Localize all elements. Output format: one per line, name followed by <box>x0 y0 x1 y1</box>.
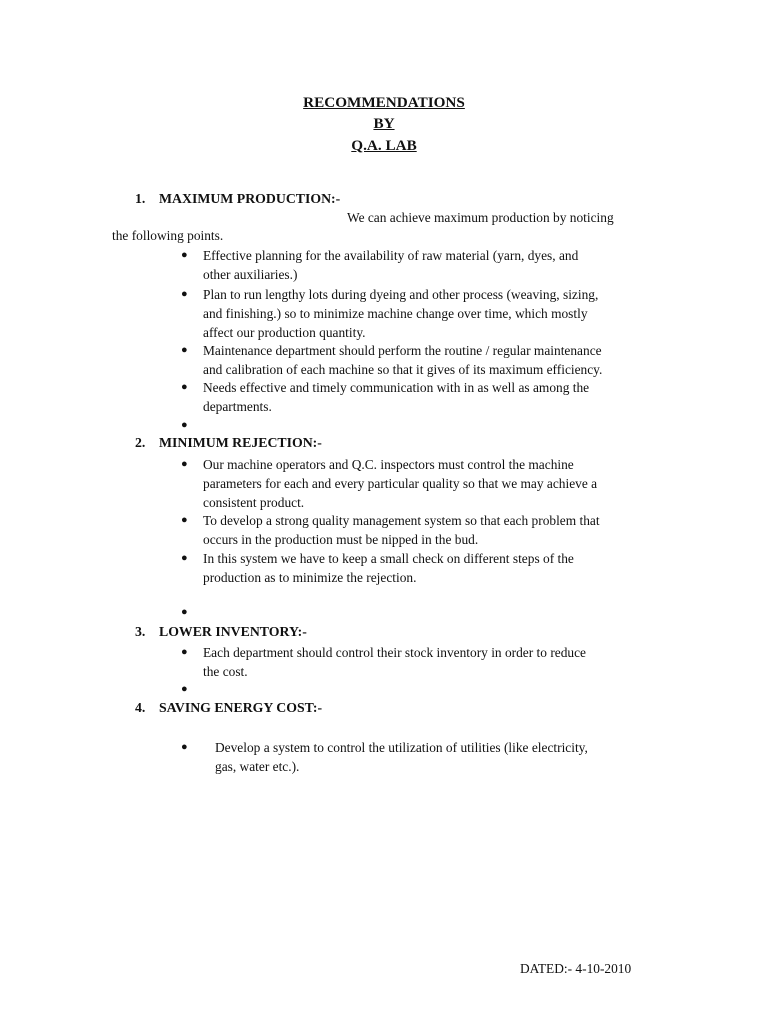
section-2-bullet-2: To develop a strong quality management system so that each problem that occurs in the production must be nipped in the bud. <box>203 513 600 547</box>
bullet-icon: ● <box>181 741 188 753</box>
bullet-icon: ● <box>181 344 188 356</box>
section-1-bullet-3: Maintenance department should perform the routine / regular maintenance and calibration of each machine so that it gives of its maximum efficiency. <box>203 343 603 377</box>
empty-bullet-icon: ● <box>181 606 188 618</box>
section-4-bullet-1: Develop a system to control the utilization of utilities (like electricity, gas, water etc.). <box>215 740 588 774</box>
section-1-heading: MAXIMUM PRODUCTION:- <box>159 191 341 206</box>
empty-bullet-icon: ● <box>181 683 188 695</box>
section-4-heading: SAVING ENERGY COST:- <box>159 700 323 715</box>
section-1-bullet-2: Plan to run lengthy lots during dyeing and other process (weaving, sizing, and finishing.) so to minimize machine change over time, which mostly affect our production quantity. <box>203 287 599 340</box>
bullet-icon: ● <box>181 458 188 470</box>
section-1-intro-line-1: We can achieve maximum production by noticing <box>347 210 614 225</box>
bullet-icon: ● <box>181 288 188 300</box>
section-4-number: 4. <box>135 700 146 715</box>
section-1-intro-line-2: the following points. <box>112 228 224 243</box>
section-1-bullet-1: Effective planning for the availability of raw material (yarn, dyes, and other auxiliaries.) <box>203 248 579 282</box>
section-2-heading: MINIMUM REJECTION:- <box>159 435 322 450</box>
section-2-bullet-3: In this system we have to keep a small check on different steps of the production as to minimize the rejection. <box>203 551 574 585</box>
section-2-bullet-1: Our machine operators and Q.C. inspectors must control the machine parameters for each and every particular quality so that we may achieve a consistent product. <box>203 457 598 510</box>
bullet-icon: ● <box>181 514 188 526</box>
section-3-heading: LOWER INVENTORY:- <box>159 624 307 639</box>
document-title-line-1: RECOMMENDATIONS <box>303 94 465 111</box>
document-title-line-2: BY <box>373 115 395 132</box>
section-3-number: 3. <box>135 624 146 639</box>
bullet-icon: ● <box>181 249 188 261</box>
section-1-number: 1. <box>135 191 146 206</box>
document-date: DATED:- 4-10-2010 <box>520 961 632 976</box>
bullet-icon: ● <box>181 381 188 393</box>
document-title-line-3: Q.A. LAB <box>351 137 417 154</box>
bullet-icon: ● <box>181 646 188 658</box>
section-3-bullet-1: Each department should control their stock inventory in order to reduce the cost. <box>203 645 586 679</box>
section-1-bullet-4: Needs effective and timely communication with in as well as among the departments. <box>203 380 590 414</box>
bullet-icon: ● <box>181 552 188 564</box>
section-2-number: 2. <box>135 435 146 450</box>
empty-bullet-icon: ● <box>181 419 188 431</box>
